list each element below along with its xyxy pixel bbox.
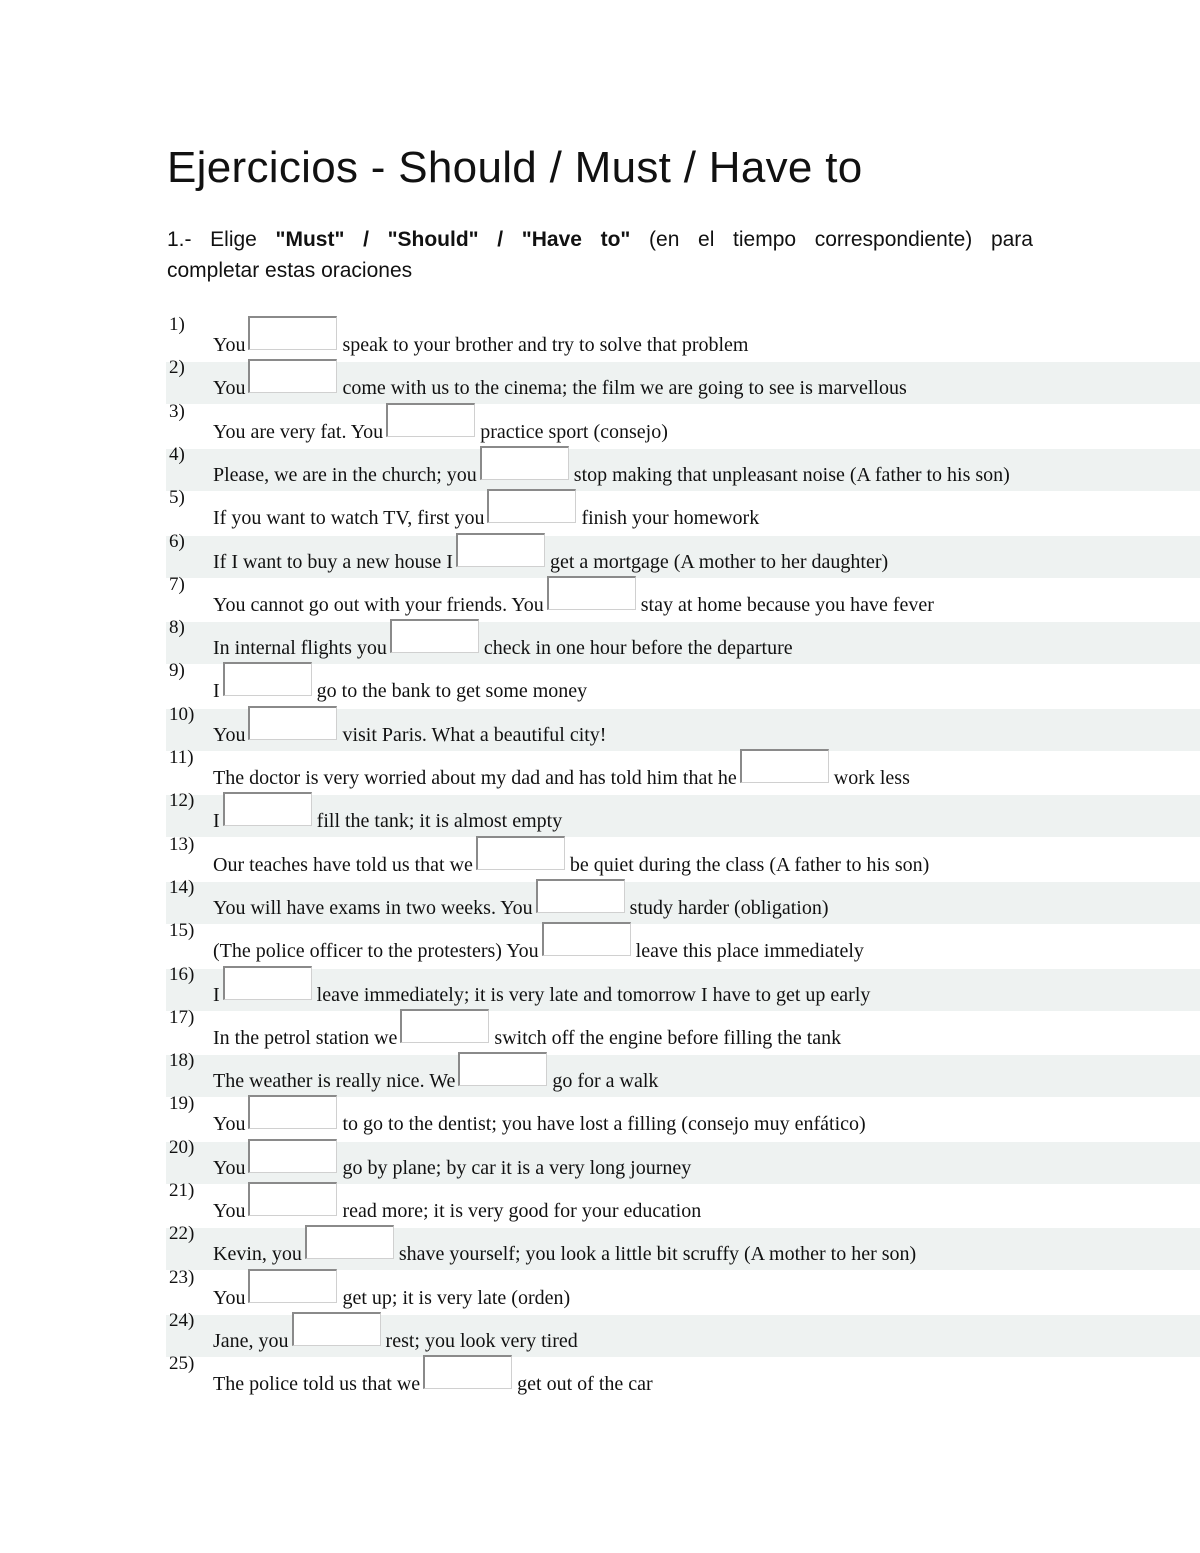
answer-gap [487, 505, 576, 531]
answer-box[interactable] [248, 1182, 337, 1216]
exercise-number: 13) [169, 834, 195, 855]
sentence-after-blank: speak to your brother and try to solve that problem [342, 334, 749, 356]
answer-box[interactable] [400, 1009, 489, 1043]
exercise-sentence [213, 938, 864, 964]
sentence-after-blank: to go to the dentist; you have lost a filling (consejo muy enfático) [342, 1113, 866, 1135]
exercise-row [166, 964, 1200, 1011]
sentence-after-blank: switch off the engine before filling the tank [494, 1027, 842, 1049]
answer-box[interactable] [292, 1312, 381, 1346]
sentence-before-blank: The police told us that we [213, 1373, 421, 1395]
exercise-number: 20) [169, 1137, 195, 1158]
exercise-number: 23) [169, 1267, 195, 1288]
exercise-row [166, 401, 1200, 448]
sentence-before-blank: Please, we are in the church; you [213, 464, 477, 486]
exercise-row [166, 747, 1200, 794]
instruction-tail: (en el tiempo correspondiente) para [630, 228, 1033, 251]
answer-gap [536, 895, 625, 921]
sentence-after-blank: get a mortgage (A mother to her daughter) [549, 551, 889, 573]
option-must: "Must" [275, 228, 345, 251]
exercise-row [166, 531, 1200, 578]
exercise-sentence [213, 1111, 866, 1137]
exercise-number: 15) [169, 920, 195, 941]
answer-gap [305, 1241, 394, 1267]
option-should: "Should" [387, 228, 479, 251]
sentence-after-blank: visit Paris. What a beautiful city! [342, 724, 607, 746]
exercise-row [166, 1353, 1200, 1400]
exercise-row [166, 617, 1200, 664]
exercise-sentence [213, 375, 907, 401]
exercise-row [166, 704, 1200, 751]
answer-gap [423, 1371, 512, 1397]
answer-gap [480, 462, 569, 488]
exercise-row [166, 444, 1200, 491]
exercise-number: 17) [169, 1007, 195, 1028]
exercise-row [166, 877, 1200, 924]
answer-gap [248, 1155, 337, 1181]
instruction-line-2: completar estas oraciones [167, 259, 413, 282]
answer-gap [248, 1285, 337, 1311]
exercise-number: 25) [169, 1353, 195, 1374]
sentence-before-blank: You [213, 1113, 246, 1135]
answer-gap [542, 938, 631, 964]
exercise-sentence [213, 678, 587, 704]
sentence-after-blank: practice sport (consejo) [480, 421, 668, 443]
sentence-after-blank: be quiet during the class (A father to his son) [569, 854, 930, 876]
answer-gap [223, 982, 312, 1008]
exercise-number: 24) [169, 1310, 195, 1331]
answer-box[interactable] [386, 403, 475, 437]
exercise-number: 18) [169, 1050, 195, 1071]
sentence-before-blank: The doctor is very worried about my dad and has told him that he [213, 767, 737, 789]
answer-gap [740, 765, 829, 791]
sentence-before-blank: You will have exams in two weeks. You [213, 897, 533, 919]
answer-box[interactable] [248, 359, 337, 393]
sentence-before-blank: Kevin, you [213, 1243, 302, 1265]
answer-gap [390, 635, 479, 661]
sentence-after-blank: leave immediately; it is very late and tomorrow I have to get up early [316, 984, 871, 1006]
sentence-after-blank: fill the tank; it is almost empty [316, 810, 563, 832]
answer-box[interactable] [248, 1139, 337, 1173]
sentence-before-blank: If you want to watch TV, first you [213, 507, 485, 529]
exercise-row [166, 1050, 1200, 1097]
sentence-before-blank: If I want to buy a new house I [213, 551, 453, 573]
answer-gap [456, 549, 545, 575]
exercise-number: 21) [169, 1180, 195, 1201]
answer-box[interactable] [456, 533, 545, 567]
answer-box[interactable] [547, 576, 636, 610]
answer-gap [248, 375, 337, 401]
exercise-row [166, 834, 1200, 881]
answer-box[interactable] [248, 1095, 337, 1129]
sentence-after-blank: get out of the car [517, 1373, 653, 1395]
answer-box[interactable] [458, 1052, 547, 1086]
exercise-number: 12) [169, 790, 195, 811]
exercise-sentence [213, 1328, 578, 1354]
sentence-after-blank: get up; it is very late (orden) [342, 1287, 571, 1309]
exercise-row [166, 1267, 1200, 1314]
answer-box[interactable] [248, 706, 337, 740]
answer-box[interactable] [423, 1355, 512, 1389]
answer-gap [248, 722, 337, 748]
exercise-number: 10) [169, 704, 195, 725]
exercise-sentence [213, 1198, 701, 1224]
sentence-after-blank: finish your homework [581, 507, 760, 529]
sentence-after-blank: check in one hour before the departure [483, 637, 793, 659]
answer-box[interactable] [248, 316, 337, 350]
instruction-lead: 1.- Elige [167, 228, 276, 251]
exercise-number: 5) [169, 487, 185, 508]
exercise-number: 11) [169, 747, 194, 768]
page-title: Ejercicios - Should / Must / Have to [167, 143, 863, 192]
exercise-sentence [213, 895, 828, 921]
exercise-row [166, 314, 1200, 361]
answer-box[interactable] [542, 922, 631, 956]
exercise-number: 4) [169, 444, 185, 465]
sentence-before-blank: You [213, 1157, 246, 1179]
answer-box[interactable] [536, 879, 625, 913]
exercise-number: 19) [169, 1093, 195, 1114]
answer-gap [248, 332, 337, 358]
sentence-after-blank: come with us to the cinema; the film we are going to see is marvellous [342, 377, 907, 399]
answer-box[interactable] [390, 619, 479, 653]
answer-gap [476, 852, 565, 878]
answer-box[interactable] [487, 489, 576, 523]
exercise-sentence [213, 1025, 841, 1051]
exercise-sentence [213, 462, 1010, 488]
sentence-after-blank: rest; you look very tired [385, 1330, 578, 1352]
answer-gap [400, 1025, 489, 1051]
sentence-before-blank: You [213, 377, 246, 399]
exercise-sentence [213, 592, 934, 618]
answer-box[interactable] [480, 446, 569, 480]
exercise-row [166, 1137, 1200, 1184]
exercise-number: 9) [169, 660, 185, 681]
exercise-sentence [213, 1371, 653, 1397]
exercise-row [166, 1180, 1200, 1227]
answer-gap [248, 1111, 337, 1137]
sentence-after-blank: work less [833, 767, 910, 789]
exercise-sentence [213, 765, 910, 791]
exercise-row [166, 1223, 1200, 1270]
exercise-number: 8) [169, 617, 185, 638]
sentence-after-blank: read more; it is very good for your education [342, 1200, 702, 1222]
sentence-after-blank: go for a walk [552, 1070, 659, 1092]
exercise-row [166, 574, 1200, 621]
exercise-number: 14) [169, 877, 195, 898]
exercise-sentence [213, 982, 870, 1008]
exercise-sentence [213, 1285, 570, 1311]
exercise-row [166, 1093, 1200, 1140]
exercise-sentence [213, 722, 606, 748]
answer-gap [547, 592, 636, 618]
sentence-before-blank: You [213, 1200, 246, 1222]
answer-box[interactable] [223, 966, 312, 1000]
exercise-sentence [213, 808, 562, 834]
sentence-after-blank: stop making that unpleasant noise (A father to his son) [573, 464, 1010, 486]
exercise-row [166, 660, 1200, 707]
exercise-number: 22) [169, 1223, 195, 1244]
sentence-after-blank: shave yourself; you look a little bit scruffy (A mother to her son) [398, 1243, 917, 1265]
answer-box[interactable] [223, 662, 312, 696]
exercise-row [166, 790, 1200, 837]
sentence-before-blank: Our teaches have told us that we [213, 854, 473, 876]
answer-box[interactable] [305, 1225, 394, 1259]
exercise-number: 16) [169, 964, 195, 985]
sentence-before-blank: You [213, 1287, 246, 1309]
exercise-number: 3) [169, 401, 185, 422]
sentence-before-blank: You [213, 334, 246, 356]
sentence-before-blank: You cannot go out with your friends. You [213, 594, 544, 616]
exercise-number: 7) [169, 574, 185, 595]
exercise-row [166, 920, 1200, 967]
sentence-after-blank: go to the bank to get some money [316, 680, 588, 702]
option-separator: / [344, 228, 388, 251]
exercise-sentence [213, 1068, 658, 1094]
answer-box[interactable] [248, 1269, 337, 1303]
exercise-sentence [213, 332, 748, 358]
sentence-before-blank: In the petrol station we [213, 1027, 398, 1049]
exercise-sentence [213, 852, 929, 878]
exercise-row [166, 1310, 1200, 1357]
exercise-sentence [213, 419, 668, 445]
exercise-sentence [213, 635, 793, 661]
sentence-after-blank: go by plane; by car it is a very long journey [342, 1157, 692, 1179]
exercise-sentence [213, 1155, 691, 1181]
sentence-after-blank: study harder (obligation) [629, 897, 829, 919]
sentence-after-blank: stay at home because you have fever [640, 594, 934, 616]
exercise-number: 2) [169, 357, 185, 378]
sentence-before-blank: In internal flights you [213, 637, 387, 659]
sentence-before-blank: You are very fat. You [213, 421, 384, 443]
sentence-before-blank: The weather is really nice. We [213, 1070, 456, 1092]
exercise-number: 1) [169, 314, 185, 335]
option-have-to: "Have to" [521, 228, 631, 251]
exercise-sentence [213, 549, 888, 575]
answer-gap [223, 678, 312, 704]
exercise-sentence [213, 1241, 916, 1267]
exercise-row [166, 1007, 1200, 1054]
sentence-before-blank: (The police officer to the protesters) You [213, 940, 539, 962]
answer-gap [292, 1328, 381, 1354]
answer-gap [248, 1198, 337, 1224]
sentence-before-blank: I [213, 680, 220, 702]
sentence-before-blank: Jane, you [213, 1330, 289, 1352]
answer-box[interactable] [223, 792, 312, 826]
answer-gap [458, 1068, 547, 1094]
sentence-before-blank: I [213, 810, 220, 832]
answer-gap [223, 808, 312, 834]
option-separator: / [478, 228, 522, 251]
exercise-row [166, 357, 1200, 404]
exercise-row [166, 487, 1200, 534]
answer-box[interactable] [476, 836, 565, 870]
sentence-before-blank: You [213, 724, 246, 746]
answer-gap [386, 419, 475, 445]
answer-box[interactable] [740, 749, 829, 783]
sentence-after-blank: leave this place immediately [635, 940, 864, 962]
exercise-sentence [213, 505, 759, 531]
sentence-before-blank: I [213, 984, 220, 1006]
exercise-number: 6) [169, 531, 185, 552]
